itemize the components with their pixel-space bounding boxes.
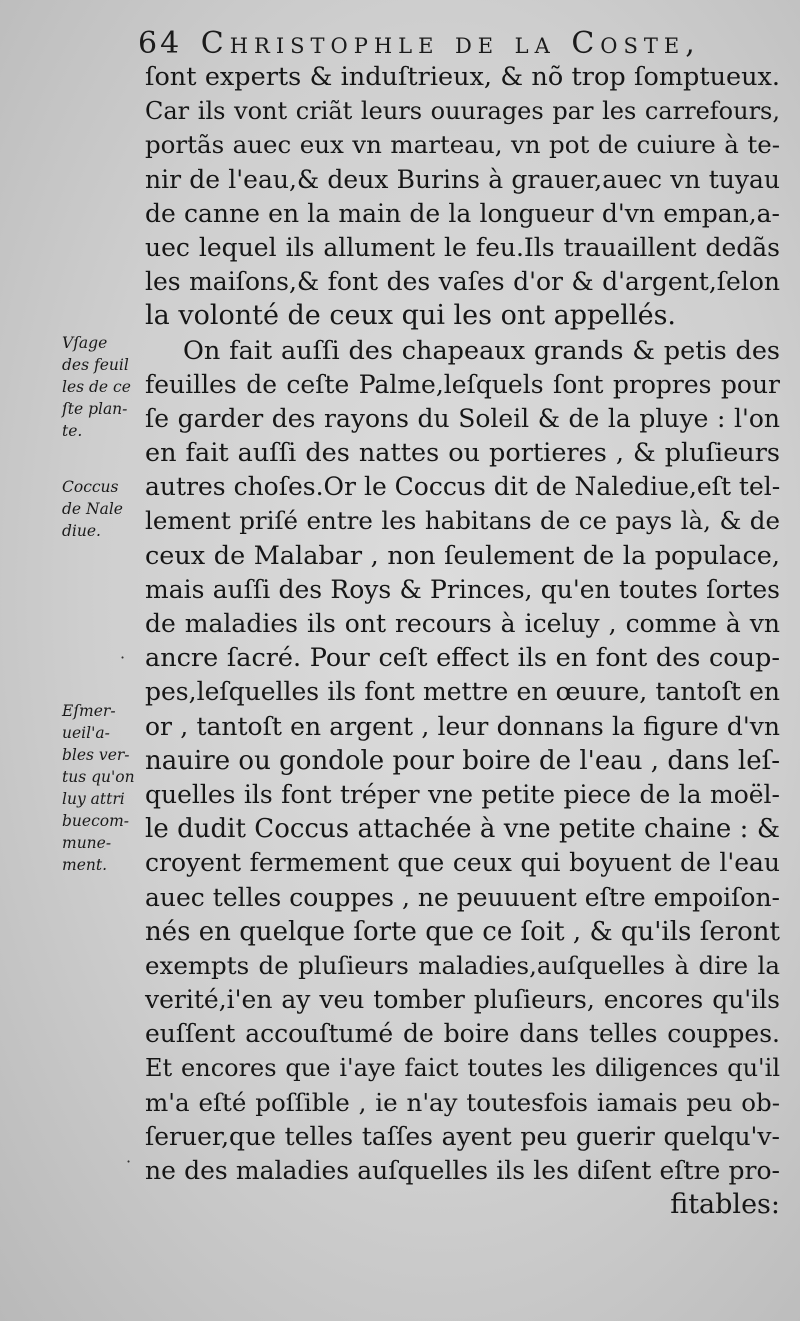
marginal-line: Eſmer- xyxy=(62,702,116,720)
marginal-line: diue. xyxy=(62,522,101,540)
text-line: Et encores que i'aye faict toutes les diligences qu'il xyxy=(145,1054,780,1083)
text-line: ne des maladies auſquelles ils les diſent eſtre pro- xyxy=(145,1156,780,1185)
page-number: 64 xyxy=(138,26,183,61)
text-line: en fait auſſi des nattes ou portieres , & pluſieurs xyxy=(145,438,780,469)
text-line: lement priſé entre les habitans de ce pays là, & de xyxy=(145,506,780,536)
catchword: fitables: xyxy=(670,1189,780,1221)
marginal-line: ment. xyxy=(62,856,108,874)
text-line: ancre ſacré. Pour ceſt effect ils en font des coup- xyxy=(145,643,780,674)
marginal-note-usage xyxy=(62,332,150,442)
text-line: quelles ils font tréper vne petite piece de la moël- xyxy=(145,779,780,809)
text-line: auec telles couppes , ne peuuuent eſtre empoiſon- xyxy=(145,882,780,912)
marginal-line: Vſage xyxy=(62,334,108,352)
text-line: or , tantoſt en argent , leur donnans la figure d'vn xyxy=(145,711,780,741)
marginal-line: Coccus xyxy=(62,478,119,496)
text-line: verité,i'en ay veu tomber pluſieurs, encores qu'ils xyxy=(145,985,780,1015)
running-title: Christophle de la Coste, xyxy=(200,26,701,61)
marginal-line: te. xyxy=(62,422,83,440)
text-line: croyent fermement que ceux qui boyuent de l'eau xyxy=(145,848,780,878)
text-line: nauire ou gondole pour boire de l'eau , dans leſ- xyxy=(145,745,780,776)
text-line: nir de l'eau,& deux Burins à grauer,auec vn tuyau xyxy=(145,164,780,194)
text-line: exempts de pluſieurs maladies,auſquelles à dire la xyxy=(145,950,780,980)
marginal-line: bles ver- xyxy=(62,746,130,764)
text-line: de maladies ils ont recours à iceluy , comme à vn xyxy=(145,609,780,638)
marginal-line: les de ce xyxy=(62,378,131,396)
text-line: On fait auſſi des chapeaux grands & petis des xyxy=(183,335,780,366)
text-line: ſeruer,que telles taſſes ayent peu guerir quelqu'v- xyxy=(145,1121,780,1151)
text-line: ceux de Malabar , non ſeulement de la populace, xyxy=(145,540,780,571)
ink-speck: · xyxy=(126,1152,132,1171)
body-text xyxy=(145,60,780,1222)
marginal-note-virtues xyxy=(62,700,150,876)
text-line: la volonté de ceux qui les ont appellés. xyxy=(145,300,677,332)
marginal-line: luy attri xyxy=(62,790,125,808)
text-line: de canne en la main de la longueur d'vn empan,a- xyxy=(145,198,780,228)
text-line: pes,leſquelles ils font mettre en œuure, tantoſt en xyxy=(145,677,780,707)
text-line: feuilles de ceſte Palme,leſquels ſont propres pour xyxy=(145,369,780,399)
marginal-line: des feuil xyxy=(62,356,129,374)
text-line: autres choſes.Or le Coccus dit de Nalediue,eſt tel- xyxy=(145,472,781,502)
marginal-line: mune- xyxy=(62,834,112,852)
text-line: mais auſſi des Roys & Princes, qu'en toutes ſortes xyxy=(145,574,780,604)
ink-speck: · xyxy=(120,648,126,667)
marginal-line: ueil'a- xyxy=(62,724,110,742)
marginal-line: de Nale xyxy=(62,500,123,518)
marginal-line: tus qu'on xyxy=(62,768,135,786)
text-line: euſſent accouſtumé de boire dans telles couppes. xyxy=(145,1019,780,1049)
text-line: Car ils vont criãt leurs ouurages par les carrefours, xyxy=(145,97,780,126)
text-line: les maiſons,& font des vaſes d'or & d'argent,ſelon xyxy=(145,267,780,297)
marginal-line: ſte plan- xyxy=(62,400,128,418)
text-line: nés en quelque ſorte que ce ſoit , & qu'ils ſeront xyxy=(145,916,780,947)
text-line: portãs auec eux vn marteau, vn pot de cuiure à te- xyxy=(145,130,780,160)
marginal-note-coccus xyxy=(62,476,150,542)
text-line: m'a eſté poſſible , ie n'ay toutesfois iamais peu ob- xyxy=(145,1087,780,1117)
text-line: le dudit Coccus attachée à vne petite chaine : & xyxy=(145,814,780,845)
text-line: uec lequel ils allument le feu.Ils trauaillent dedãs xyxy=(145,232,780,262)
text-line: ſont experts & induſtrieux, & nõ trop ſomptueux. xyxy=(145,62,780,92)
marginal-line: buecom- xyxy=(62,812,130,830)
text-line: ſe garder des rayons du Soleil & de la pluye : l'on xyxy=(145,403,780,433)
